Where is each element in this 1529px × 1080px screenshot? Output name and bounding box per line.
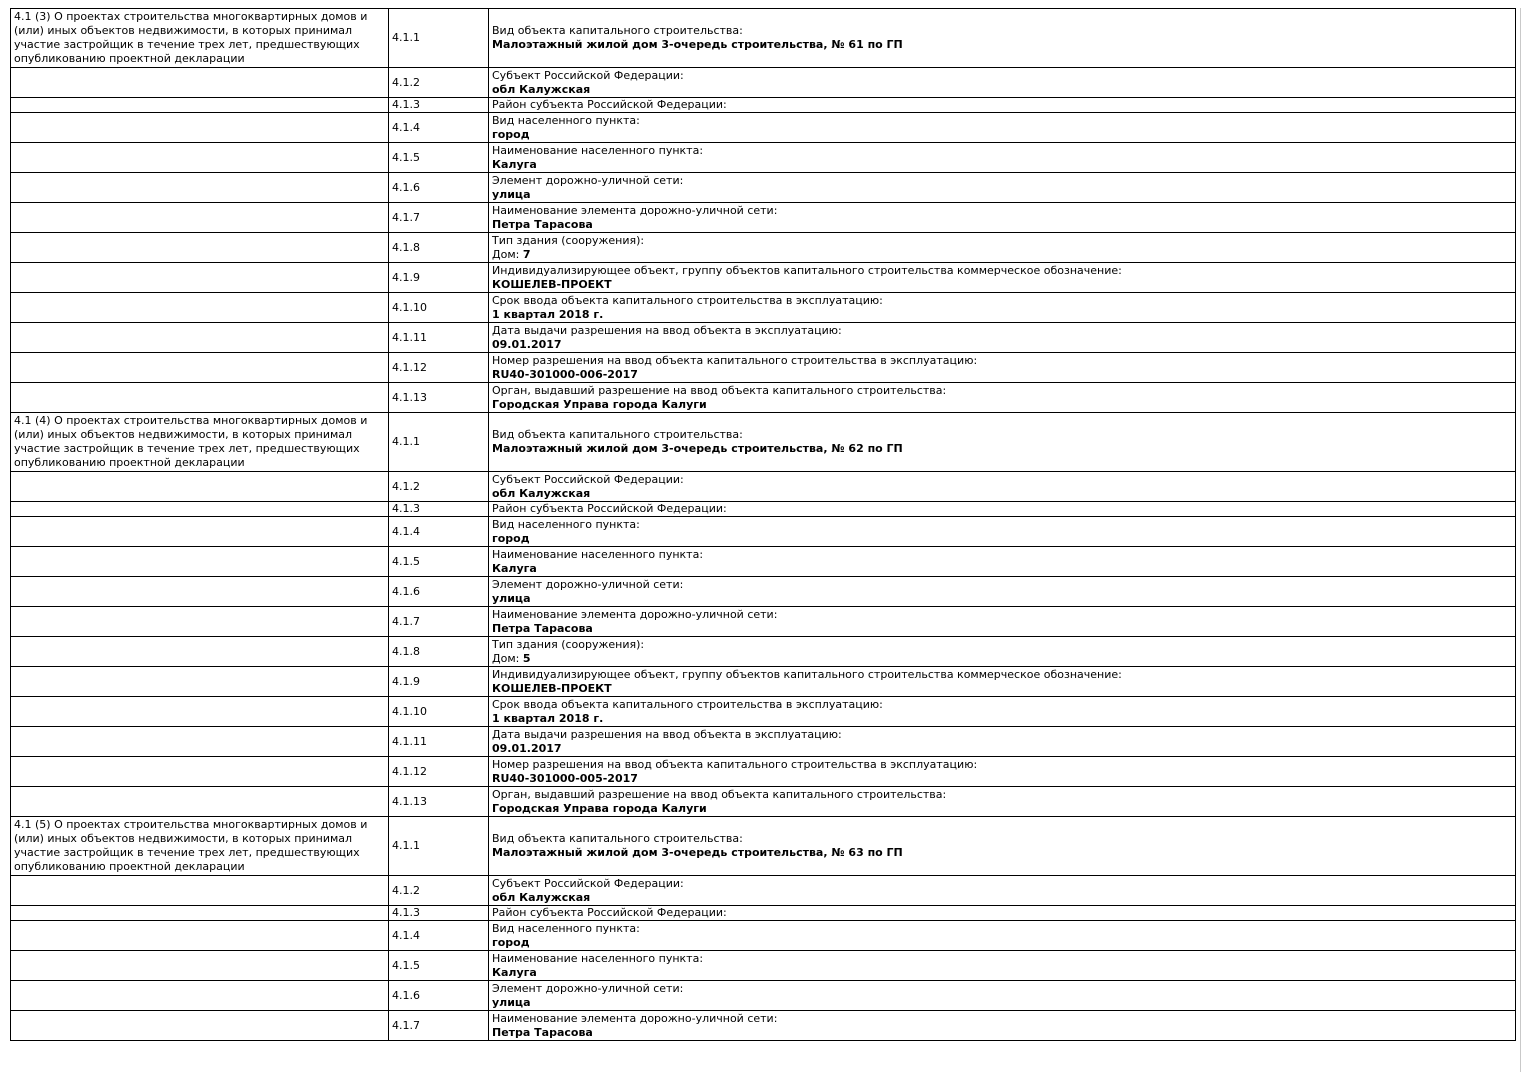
row-number-cell bbox=[389, 517, 489, 547]
row-content-cell bbox=[489, 607, 1516, 637]
field-value-line bbox=[492, 682, 1512, 696]
field-value: обл Калужская bbox=[492, 486, 591, 500]
row-number: 4.1.3 bbox=[392, 906, 420, 919]
section-description-cell bbox=[11, 68, 389, 98]
field-value-line bbox=[492, 622, 1512, 636]
row-number: 4.1.12 bbox=[392, 764, 427, 778]
field-value-line bbox=[492, 966, 1512, 980]
section-description-cell bbox=[11, 577, 389, 607]
field-value: город bbox=[492, 531, 530, 545]
row-content-cell bbox=[489, 293, 1516, 323]
table-row bbox=[11, 607, 1516, 637]
row-content-cell bbox=[489, 577, 1516, 607]
field-value: Городская Управа города Калуги bbox=[492, 801, 707, 815]
field-label: Орган, выдавший разрешение на ввод объекта капитального строительства: bbox=[492, 787, 947, 801]
field-label: Срок ввода объекта капитального строительства в эксплуатацию: bbox=[492, 293, 883, 307]
row-number: 4.1.10 bbox=[392, 300, 427, 314]
row-number-cell bbox=[389, 353, 489, 383]
row-number-cell bbox=[389, 981, 489, 1011]
field-label: Индивидуализирующее объект, группу объектов капитального строительства коммерческое обозначение: bbox=[492, 667, 1122, 681]
row-content-cell bbox=[489, 906, 1516, 921]
row-number: 4.1.2 bbox=[392, 75, 420, 89]
field-value: обл Калужская bbox=[492, 82, 591, 96]
row-content-cell bbox=[489, 951, 1516, 981]
row-number: 4.1.2 bbox=[392, 479, 420, 493]
field-value-line bbox=[492, 188, 1512, 202]
row-number-cell bbox=[389, 472, 489, 502]
field-label: Район субъекта Российской Федерации: bbox=[492, 906, 727, 919]
table-row bbox=[11, 323, 1516, 353]
row-content-cell bbox=[489, 502, 1516, 517]
row-number: 4.1.8 bbox=[392, 644, 420, 658]
table-row bbox=[11, 353, 1516, 383]
field-value: 1 квартал 2018 г. bbox=[492, 711, 604, 725]
section-description-cell bbox=[11, 547, 389, 577]
field-label: Срок ввода объекта капитального строительства в эксплуатацию: bbox=[492, 697, 883, 711]
table-row bbox=[11, 9, 1516, 68]
section-description-cell bbox=[11, 323, 389, 353]
row-number-cell bbox=[389, 727, 489, 757]
section-description-cell bbox=[11, 353, 389, 383]
field-value-line bbox=[492, 712, 1512, 726]
row-number: 4.1.4 bbox=[392, 524, 420, 538]
section-description-cell bbox=[11, 263, 389, 293]
row-content-cell bbox=[489, 68, 1516, 98]
row-number: 4.1.13 bbox=[392, 390, 427, 404]
row-number-cell bbox=[389, 547, 489, 577]
field-value: Петра Тарасова bbox=[492, 1025, 593, 1039]
field-value: 5 bbox=[522, 651, 531, 665]
section-description-cell bbox=[11, 787, 389, 817]
field-label: Район субъекта Российской Федерации: bbox=[492, 98, 727, 111]
table-row bbox=[11, 68, 1516, 98]
row-number-cell bbox=[389, 233, 489, 263]
row-content-cell bbox=[489, 233, 1516, 263]
page-edge-shadow bbox=[1520, 8, 1521, 1072]
table-row bbox=[11, 697, 1516, 727]
field-label: Вид объекта капитального строительства: bbox=[492, 24, 743, 37]
row-number: 4.1.5 bbox=[392, 958, 420, 972]
field-label: Элемент дорожно-уличной сети: bbox=[492, 173, 684, 187]
field-label: Номер разрешения на ввод объекта капитального строительства в эксплуатацию: bbox=[492, 757, 978, 771]
field-label: Субъект Российской Федерации: bbox=[492, 68, 684, 82]
field-value-line bbox=[492, 936, 1512, 950]
section-description-cell bbox=[11, 517, 389, 547]
field-label: Элемент дорожно-уличной сети: bbox=[492, 981, 684, 995]
field-value: Городская Управа города Калуги bbox=[492, 397, 707, 411]
field-value: улица bbox=[492, 591, 531, 605]
row-number: 4.1.6 bbox=[392, 988, 420, 1002]
field-label: Вид населенного пункта: bbox=[492, 517, 640, 531]
field-label: Дата выдачи разрешения на ввод объекта в эксплуатацию: bbox=[492, 323, 842, 337]
field-value: 7 bbox=[522, 247, 531, 261]
row-number: 4.1.1 bbox=[392, 435, 420, 448]
row-number-cell bbox=[389, 502, 489, 517]
section-description-cell bbox=[11, 173, 389, 203]
field-label: Субъект Российской Федерации: bbox=[492, 472, 684, 486]
table-row bbox=[11, 173, 1516, 203]
row-number-cell bbox=[389, 173, 489, 203]
row-number: 4.1.5 bbox=[392, 554, 420, 568]
section-description-cell bbox=[11, 906, 389, 921]
row-number-cell bbox=[389, 577, 489, 607]
field-value: RU40-301000-005-2017 bbox=[492, 771, 638, 785]
section-description-cell bbox=[11, 98, 389, 113]
declaration-table bbox=[10, 8, 1516, 1041]
row-number-cell bbox=[389, 906, 489, 921]
section-description-cell bbox=[11, 1011, 389, 1041]
section-description-cell bbox=[11, 757, 389, 787]
row-number-cell bbox=[389, 667, 489, 697]
section-description-cell bbox=[11, 203, 389, 233]
row-content-cell bbox=[489, 353, 1516, 383]
field-value-line bbox=[492, 308, 1512, 322]
table-row bbox=[11, 727, 1516, 757]
field-label: Дата выдачи разрешения на ввод объекта в эксплуатацию: bbox=[492, 727, 842, 741]
table-row bbox=[11, 113, 1516, 143]
table-row bbox=[11, 293, 1516, 323]
table-row bbox=[11, 787, 1516, 817]
section-description-cell bbox=[11, 697, 389, 727]
table-row bbox=[11, 906, 1516, 921]
field-value: Малоэтажный жилой дом 3-очередь строительства, № 62 по ГП bbox=[492, 442, 903, 455]
row-number: 4.1.2 bbox=[392, 883, 420, 897]
section-description-cell bbox=[11, 876, 389, 906]
row-number: 4.1.1 bbox=[392, 31, 420, 44]
field-value: обл Калужская bbox=[492, 890, 591, 904]
field-value-line bbox=[492, 487, 1512, 501]
row-content-cell bbox=[489, 667, 1516, 697]
field-label: Район субъекта Российской Федерации: bbox=[492, 502, 727, 515]
field-label: Индивидуализирующее объект, группу объектов капитального строительства коммерческое обозначение: bbox=[492, 263, 1122, 277]
field-value-line bbox=[492, 1026, 1512, 1040]
table-row bbox=[11, 667, 1516, 697]
row-number: 4.1.3 bbox=[392, 98, 420, 111]
row-content-cell bbox=[489, 817, 1516, 876]
row-content-cell bbox=[489, 876, 1516, 906]
row-number: 4.1.4 bbox=[392, 928, 420, 942]
row-number: 4.1.1 bbox=[392, 839, 420, 852]
field-value: 09.01.2017 bbox=[492, 741, 562, 755]
field-label: Наименование населенного пункта: bbox=[492, 547, 704, 561]
field-value-line bbox=[492, 218, 1512, 232]
row-number-cell bbox=[389, 68, 489, 98]
field-value: город bbox=[492, 935, 530, 949]
table-row bbox=[11, 951, 1516, 981]
table-row bbox=[11, 143, 1516, 173]
row-number-cell bbox=[389, 921, 489, 951]
field-value-line bbox=[492, 83, 1512, 97]
section-description-cell bbox=[11, 607, 389, 637]
table-row bbox=[11, 757, 1516, 787]
section-description-cell bbox=[11, 413, 389, 472]
row-content-cell bbox=[489, 203, 1516, 233]
row-number-cell bbox=[389, 876, 489, 906]
field-value: город bbox=[492, 127, 530, 141]
row-content-cell bbox=[489, 757, 1516, 787]
table-row bbox=[11, 921, 1516, 951]
field-label: Орган, выдавший разрешение на ввод объекта капитального строительства: bbox=[492, 383, 947, 397]
row-content-cell bbox=[489, 173, 1516, 203]
row-content-cell bbox=[489, 1011, 1516, 1041]
section-description-cell bbox=[11, 981, 389, 1011]
row-content-cell bbox=[489, 98, 1516, 113]
row-content-cell bbox=[489, 697, 1516, 727]
table-row bbox=[11, 472, 1516, 502]
section-description-cell bbox=[11, 502, 389, 517]
row-content-cell bbox=[489, 9, 1516, 68]
section-description-cell bbox=[11, 951, 389, 981]
row-number-cell bbox=[389, 951, 489, 981]
field-value-line bbox=[492, 158, 1512, 172]
row-content-cell bbox=[489, 113, 1516, 143]
row-number: 4.1.9 bbox=[392, 674, 420, 688]
section-description-cell bbox=[11, 637, 389, 667]
section-description: 4.1 (4) О проектах строительства многоквартирных домов и (или) иных объектов недвижимости, в которых принимал участие застройщик в течение трех лет, предшествующих опубликованию проектной декларации bbox=[14, 414, 368, 469]
row-number: 4.1.6 bbox=[392, 584, 420, 598]
row-number-cell bbox=[389, 787, 489, 817]
table-row bbox=[11, 1011, 1516, 1041]
field-value-prefix: Дом: bbox=[492, 651, 523, 665]
field-value: улица bbox=[492, 995, 531, 1009]
table-row bbox=[11, 413, 1516, 472]
table-row bbox=[11, 383, 1516, 413]
row-number: 4.1.10 bbox=[392, 704, 427, 718]
row-content-cell bbox=[489, 981, 1516, 1011]
field-label: Наименование элемента дорожно-уличной сети: bbox=[492, 1011, 778, 1025]
table-row bbox=[11, 547, 1516, 577]
row-content-cell bbox=[489, 383, 1516, 413]
row-number-cell bbox=[389, 263, 489, 293]
field-label: Вид населенного пункта: bbox=[492, 113, 640, 127]
field-label: Наименование элемента дорожно-уличной сети: bbox=[492, 607, 778, 621]
field-label: Субъект Российской Федерации: bbox=[492, 876, 684, 890]
row-content-cell bbox=[489, 921, 1516, 951]
section-description-cell bbox=[11, 921, 389, 951]
field-label: Вид населенного пункта: bbox=[492, 921, 640, 935]
table-row bbox=[11, 817, 1516, 876]
field-label: Вид объекта капитального строительства: bbox=[492, 428, 743, 441]
field-value-line bbox=[492, 398, 1512, 412]
field-value-line bbox=[492, 442, 1512, 456]
field-value-prefix: Дом: bbox=[492, 247, 523, 261]
row-number: 4.1.7 bbox=[392, 210, 420, 224]
field-value: КОШЕЛЕВ-ПРОЕКТ bbox=[492, 681, 612, 695]
table-row bbox=[11, 203, 1516, 233]
row-number: 4.1.12 bbox=[392, 360, 427, 374]
row-number-cell bbox=[389, 113, 489, 143]
row-content-cell bbox=[489, 547, 1516, 577]
field-value: Малоэтажный жилой дом 3-очередь строительства, № 63 по ГП bbox=[492, 846, 903, 859]
row-content-cell bbox=[489, 787, 1516, 817]
field-label: Тип здания (сооружения): bbox=[492, 233, 645, 247]
row-number-cell bbox=[389, 413, 489, 472]
table-row bbox=[11, 502, 1516, 517]
row-number-cell bbox=[389, 1011, 489, 1041]
row-content-cell bbox=[489, 143, 1516, 173]
row-number: 4.1.7 bbox=[392, 1018, 420, 1032]
section-description-cell bbox=[11, 113, 389, 143]
field-value: Калуга bbox=[492, 965, 537, 979]
row-content-cell bbox=[489, 637, 1516, 667]
row-number-cell bbox=[389, 143, 489, 173]
row-content-cell bbox=[489, 263, 1516, 293]
field-label: Вид объекта капитального строительства: bbox=[492, 832, 743, 845]
field-label: Номер разрешения на ввод объекта капитального строительства в эксплуатацию: bbox=[492, 353, 978, 367]
field-value: улица bbox=[492, 187, 531, 201]
row-number-cell bbox=[389, 817, 489, 876]
row-number: 4.1.11 bbox=[392, 734, 427, 748]
section-description-cell bbox=[11, 9, 389, 68]
table-row bbox=[11, 577, 1516, 607]
field-value: Петра Тарасова bbox=[492, 621, 593, 635]
row-number-cell bbox=[389, 323, 489, 353]
row-number: 4.1.13 bbox=[392, 794, 427, 808]
section-description-cell bbox=[11, 233, 389, 263]
field-value: Калуга bbox=[492, 561, 537, 575]
row-content-cell bbox=[489, 323, 1516, 353]
field-label: Наименование населенного пункта: bbox=[492, 951, 704, 965]
row-number: 4.1.4 bbox=[392, 120, 420, 134]
row-number-cell bbox=[389, 637, 489, 667]
row-content-cell bbox=[489, 472, 1516, 502]
table-row bbox=[11, 637, 1516, 667]
field-value-line bbox=[492, 891, 1512, 905]
section-description: 4.1 (5) О проектах строительства многоквартирных домов и (или) иных объектов недвижимости, в которых принимал участие застройщик в течение трех лет, предшествующих опубликованию проектной декларации bbox=[14, 818, 368, 873]
field-value-line bbox=[492, 742, 1512, 756]
field-value-line bbox=[492, 248, 1512, 262]
row-number-cell bbox=[389, 293, 489, 323]
row-content-cell bbox=[489, 727, 1516, 757]
table-row bbox=[11, 876, 1516, 906]
row-number: 4.1.6 bbox=[392, 180, 420, 194]
table-row bbox=[11, 233, 1516, 263]
row-number: 4.1.7 bbox=[392, 614, 420, 628]
field-label: Элемент дорожно-уличной сети: bbox=[492, 577, 684, 591]
section-description-cell bbox=[11, 727, 389, 757]
declaration-table-body bbox=[11, 9, 1516, 1041]
field-value: 1 квартал 2018 г. bbox=[492, 307, 604, 321]
row-number: 4.1.8 bbox=[392, 240, 420, 254]
section-description-cell bbox=[11, 383, 389, 413]
field-value: КОШЕЛЕВ-ПРОЕКТ bbox=[492, 277, 612, 291]
section-description: 4.1 (3) О проектах строительства многоквартирных домов и (или) иных объектов недвижимости, в которых принимал участие застройщик в течение трех лет, предшествующих опубликованию проектной декларации bbox=[14, 10, 368, 65]
section-description-cell bbox=[11, 472, 389, 502]
field-value-line bbox=[492, 38, 1512, 52]
table-row bbox=[11, 981, 1516, 1011]
field-value: 09.01.2017 bbox=[492, 337, 562, 351]
field-value-line bbox=[492, 802, 1512, 816]
field-value-line bbox=[492, 532, 1512, 546]
row-content-cell bbox=[489, 517, 1516, 547]
row-number-cell bbox=[389, 697, 489, 727]
field-value-line bbox=[492, 338, 1512, 352]
field-label: Наименование элемента дорожно-уличной сети: bbox=[492, 203, 778, 217]
section-description-cell bbox=[11, 143, 389, 173]
field-value-line bbox=[492, 592, 1512, 606]
section-description-cell bbox=[11, 667, 389, 697]
field-label: Наименование населенного пункта: bbox=[492, 143, 704, 157]
field-label: Тип здания (сооружения): bbox=[492, 637, 645, 651]
table-row bbox=[11, 263, 1516, 293]
field-value: Петра Тарасова bbox=[492, 217, 593, 231]
row-number-cell bbox=[389, 383, 489, 413]
row-number: 4.1.3 bbox=[392, 502, 420, 515]
field-value: Калуга bbox=[492, 157, 537, 171]
field-value-line bbox=[492, 846, 1512, 860]
row-number-cell bbox=[389, 98, 489, 113]
row-number-cell bbox=[389, 607, 489, 637]
field-value-line bbox=[492, 772, 1512, 786]
field-value: Малоэтажный жилой дом 3-очередь строительства, № 61 по ГП bbox=[492, 38, 903, 51]
field-value-line bbox=[492, 652, 1512, 666]
row-number: 4.1.5 bbox=[392, 150, 420, 164]
field-value: RU40-301000-006-2017 bbox=[492, 367, 638, 381]
row-number-cell bbox=[389, 757, 489, 787]
row-number: 4.1.9 bbox=[392, 270, 420, 284]
field-value-line bbox=[492, 128, 1512, 142]
field-value-line bbox=[492, 278, 1512, 292]
field-value-line bbox=[492, 562, 1512, 576]
row-number-cell bbox=[389, 203, 489, 233]
row-content-cell bbox=[489, 413, 1516, 472]
field-value-line bbox=[492, 996, 1512, 1010]
field-value-line bbox=[492, 368, 1512, 382]
table-row bbox=[11, 517, 1516, 547]
section-description-cell bbox=[11, 817, 389, 876]
section-description-cell bbox=[11, 293, 389, 323]
row-number: 4.1.11 bbox=[392, 330, 427, 344]
row-number-cell bbox=[389, 9, 489, 68]
table-row bbox=[11, 98, 1516, 113]
